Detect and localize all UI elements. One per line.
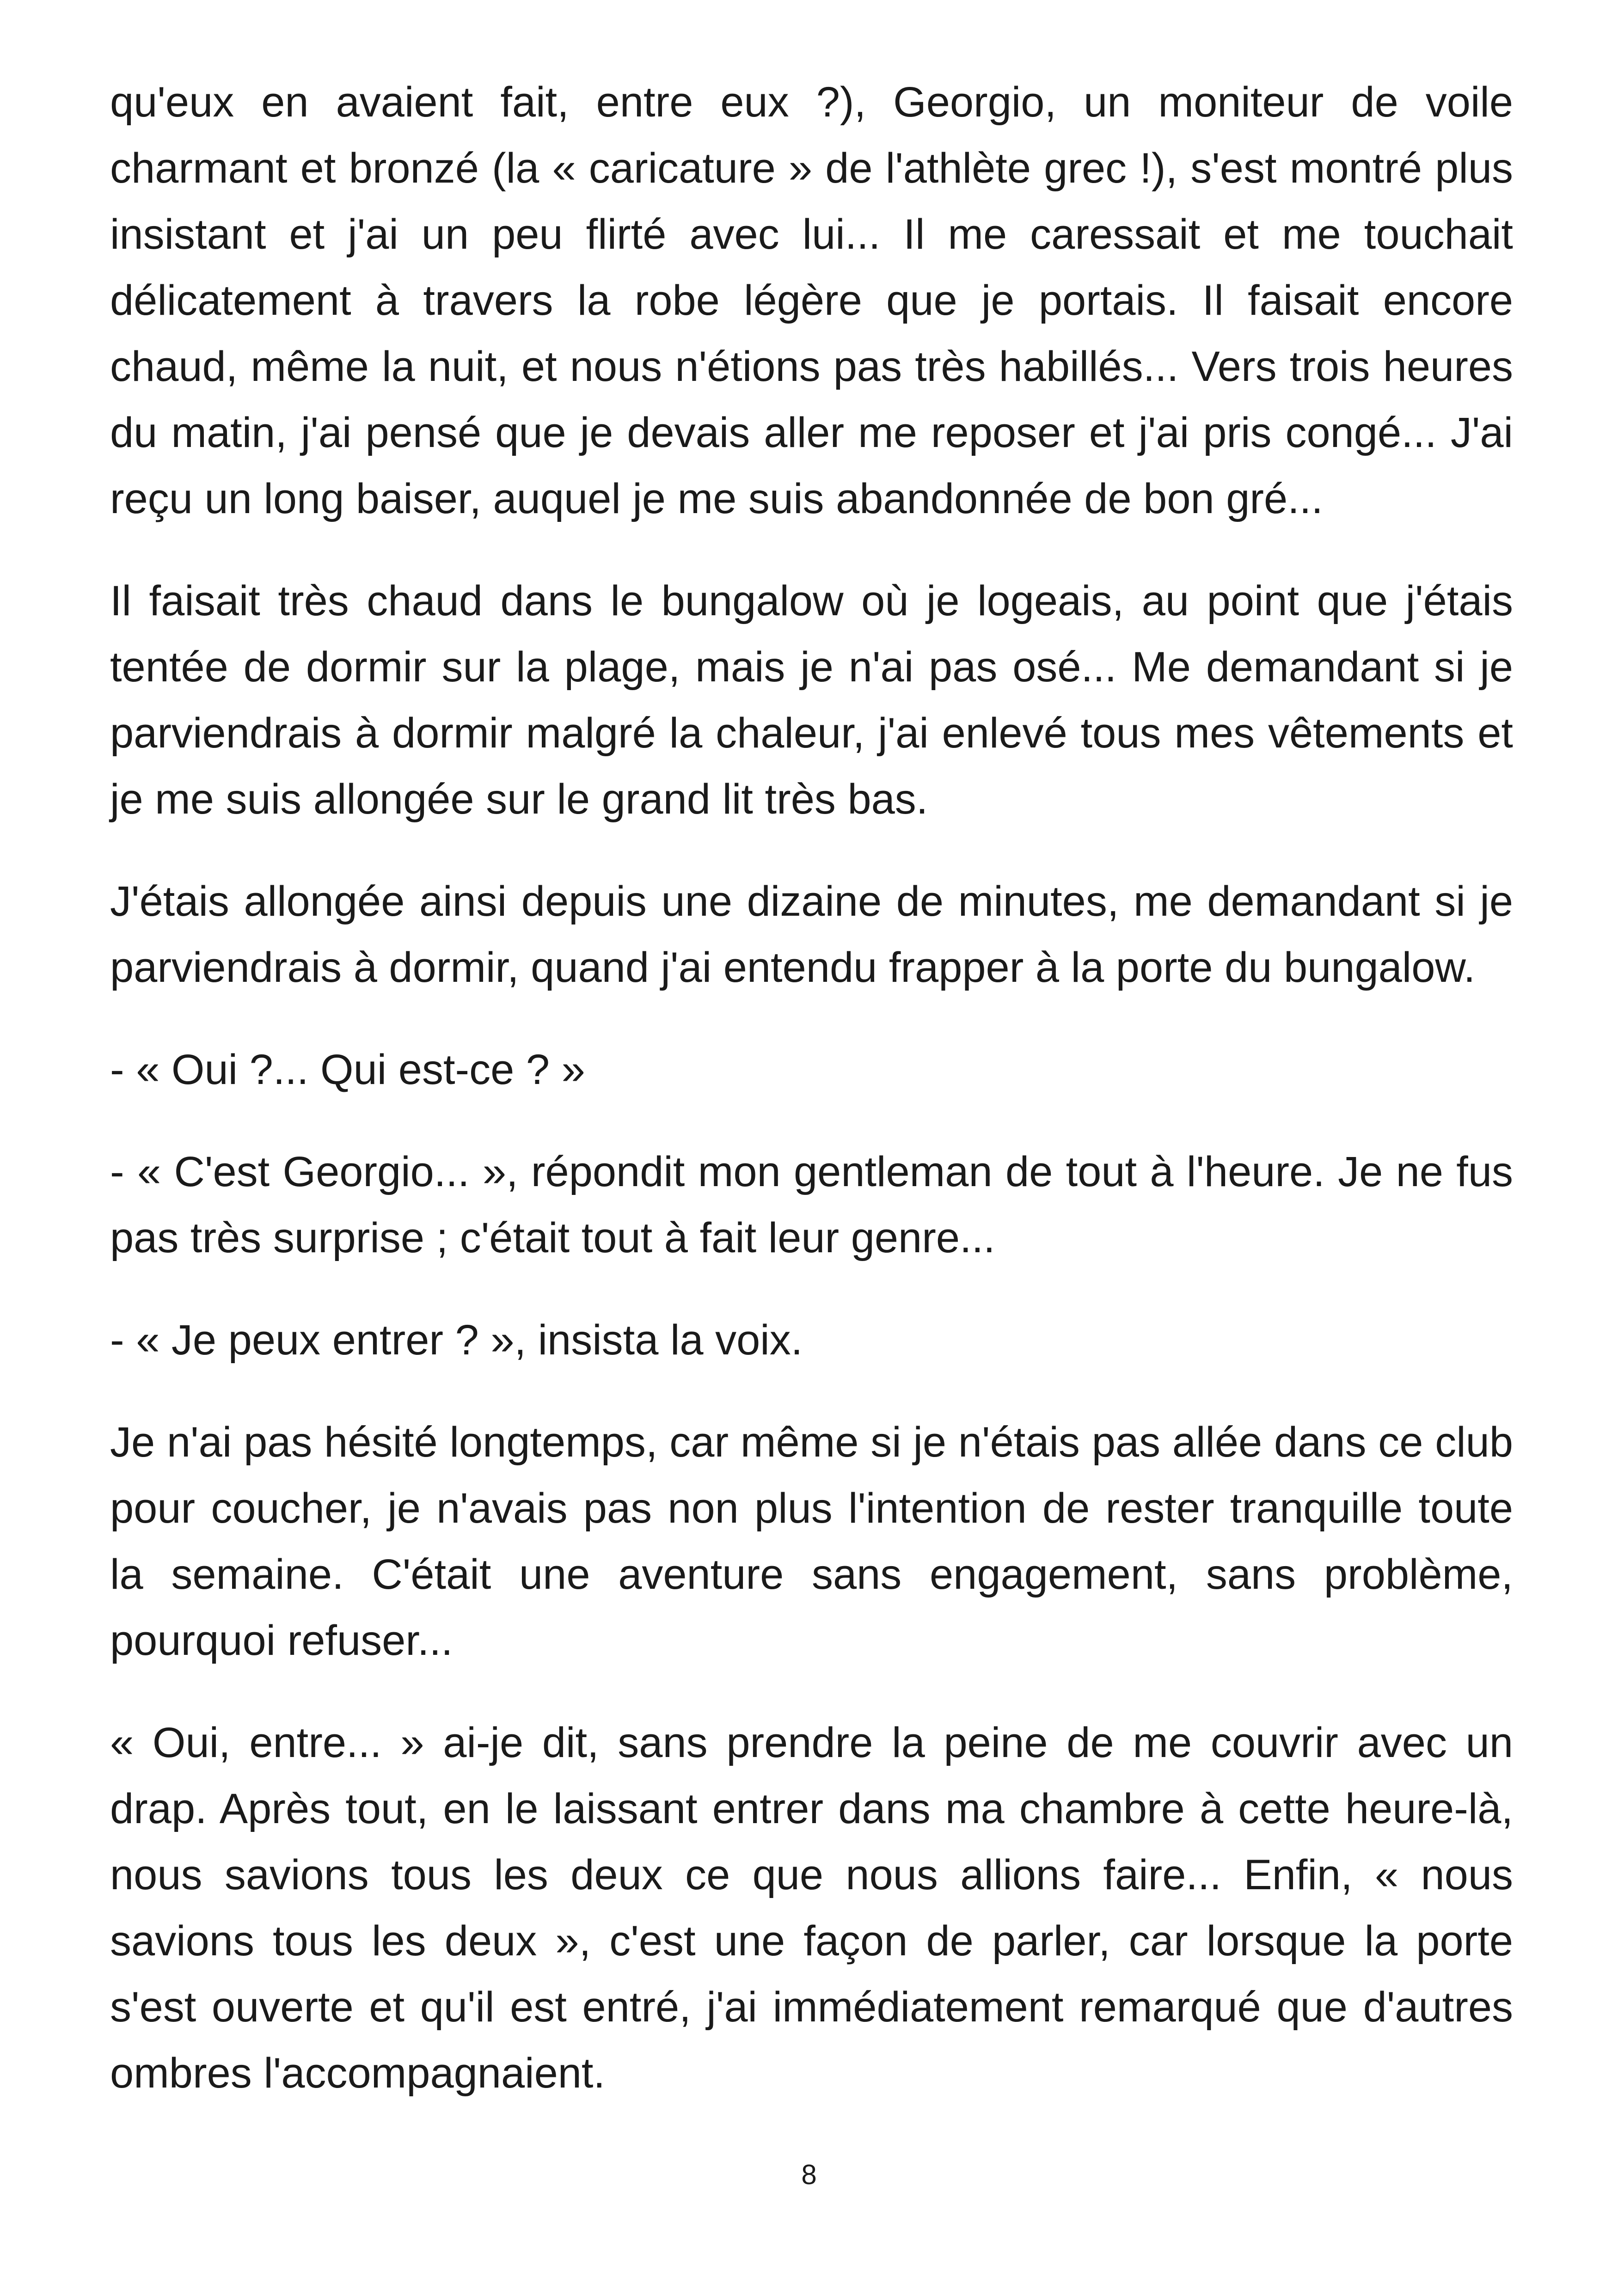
page-number: 8: [801, 2159, 817, 2190]
dialogue-line-3: - « Je peux entrer ? », insista la voix.: [110, 1316, 803, 1364]
body-text: [110, 69, 1513, 2143]
paragraph-7: Je n'ai pas hésité longtemps, car même si je n'étais pas allée dans ce club pour coucher, je n'avais pas non plus l'intention de rester tranquille toute la semaine. C'était une aventure sans engagement, sans problème, pourquoi refuser...: [110, 1419, 1513, 1664]
dialogue-line-2: - « C'est Georgio... », répondit mon gentleman de tout à l'heure. Je ne fus pas très surprise ; c'était tout à fait leur genre...: [110, 1148, 1513, 1261]
paragraph-1: qu'eux en avaient fait, entre eux ?), Georgio, un moniteur de voile charmant et bronzé (la « caricature » de l'athlète grec !), s'est montré plus insistant et j'ai un peu flirté avec lui... Il me caressait et me touchait délicatement à travers la robe légère que je portais. Il faisait encore chaud, même la nuit, et nous n'étions pas très habillés... Vers trois heures du matin, j'ai pensé que je devais aller me reposer et j'ai pris congé... J'ai reçu un long baiser, auquel je me suis abandonnée de bon gré...: [110, 79, 1513, 522]
paragraph-3: J'étais allongée ainsi depuis une dizaine de minutes, me demandant si je parviendrais à dormir, quand j'ai entendu frapper à la porte du bungalow.: [110, 878, 1513, 991]
dialogue-line-1: - « Oui ?... Qui est-ce ? »: [110, 1046, 585, 1093]
paragraph-2: Il faisait très chaud dans le bungalow où je logeais, au point que j'étais tentée de dormir sur la plage, mais je n'ai pas osé... Me demandant si je parviendrais à dormir malgré la chaleur, j'ai enlevé tous mes vêtements et je me suis allongée sur le grand lit très bas.: [110, 577, 1513, 823]
paragraph-8: « Oui, entre... » ai-je dit, sans prendre la peine de me couvrir avec un drap. Après tout, en le laissant entrer dans ma chambre à cette heure-là, nous savions tous les deux ce que nous allions faire... Enfin, « nous savions tous les deux », c'est une façon de parler, car lorsque la porte s'est ouverte et qu'il est entré, j'ai immédiatement remarqué que d'autres ombres l'accompagnaient.: [110, 1719, 1513, 2097]
